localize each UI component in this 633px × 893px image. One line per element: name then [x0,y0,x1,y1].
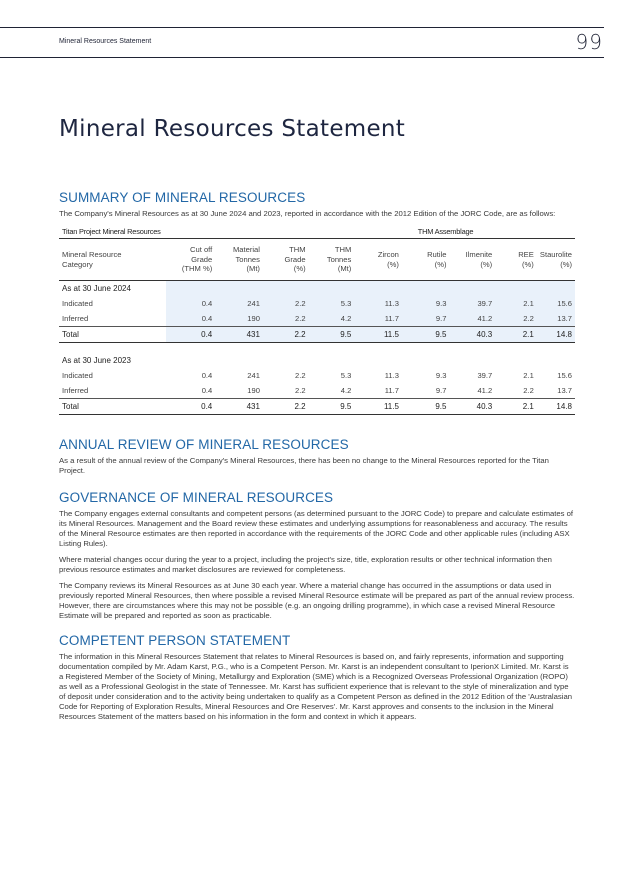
row-category: Indicated [62,371,93,380]
table-row [59,311,575,327]
table-cell: 9.7 [435,386,447,395]
total-cell: 40.3 [449,399,495,415]
total-cell: 9.5 [402,327,450,343]
total-cell: 0.4 [166,327,216,343]
total-cell: 2.2 [263,327,309,343]
table-total-row [59,327,575,343]
column-header-line: (Mt) [337,264,352,274]
total-cell: 14.8 [537,327,575,343]
total-cell: 11.5 [354,327,402,343]
table-row [59,296,575,311]
column-header-line: THM [334,245,352,255]
column-header-line: Ilmenite [465,250,493,259]
table-cell: 241 [215,296,263,311]
column-header-line: REE [518,250,534,259]
column-header [537,239,575,281]
total-cell: 14.8 [537,399,575,415]
column-header-line: (%) [293,264,306,274]
table-cell: 4.2 [309,311,355,327]
total-cell: 431 [215,399,263,415]
column-header-line: Mineral Resource [62,250,122,259]
table-cell: 2.2 [495,311,537,327]
column-header-line: Category [62,259,93,269]
column-header-line: Grade [191,254,213,264]
column-header-line: Grade [284,254,306,264]
governance-paragraph: The Company engages external consultants and competent persons (as determined pursuant to the JORC Code) to prepare and calculate estimates of its Mineral Resources. Management and the Board review these estimates and underlying assumptions for reasonableness and accuracy. The results of the Mineral Resource estimates are then reported in accordance with the requirements of the JORC Code and other applicable rules (including ASX Listing Rules). [59,509,574,548]
column-header-line: Staurolite [539,250,572,259]
page-number: 99 [575,30,603,54]
table-cell: 4.2 [340,386,352,395]
column-header [263,239,309,281]
table-cell: 11.3 [384,371,399,380]
column-header-line: (%) [387,259,399,269]
total-cell: 9.5 [309,327,355,343]
summary-intro: The Company's Mineral Resources as at 30 June 2024 and 2023, reported in accordance with the 2012 Edition of the JORC Code, are as follows: [59,209,556,218]
total-cell: 9.5 [309,399,355,415]
table-cell: 41.2 [449,311,495,327]
table-cell: 0.4 [201,386,213,395]
column-header [449,239,495,281]
table-section-row [59,281,575,297]
table-cell: 41.2 [477,386,493,395]
table-row [59,383,575,399]
mineral-resources-table [59,225,575,415]
table-cell: 2.2 [263,311,309,327]
table-total-row [59,399,575,415]
total-cell: 2.2 [263,399,309,415]
column-header [495,239,537,281]
governance-paragraph: Where material changes occur during the year to a project, including the project's size, title, exploration results or other technical information then previous resource estimates and market disclosures are reviewed for completeness. [59,555,552,574]
table-cell: 5.3 [340,371,352,380]
group-titan-project: Titan Project Mineral Resources [62,227,161,236]
column-header [215,239,263,281]
header-rule-top [0,27,604,28]
row-category: Inferred [62,314,89,323]
table-cell: 11.7 [354,311,402,327]
table-cell: 2.1 [523,371,534,380]
column-header [402,239,450,281]
total-cell: 2.1 [495,327,537,343]
row-category: Inferred [62,386,89,395]
table-cell: 190 [215,311,263,327]
column-header [59,239,166,281]
table-body [59,281,575,415]
total-cell: 40.3 [449,327,495,343]
table-cell: 9.7 [402,311,450,327]
column-header [166,239,216,281]
table-cell: 39.7 [449,296,495,311]
table-cell: 15.6 [557,371,572,380]
annual-review-section [59,437,575,476]
table-cell: 9.3 [402,296,450,311]
summary-section [59,190,575,415]
table-cell: 0.4 [166,311,216,327]
group-thm-assemblage: THM Assemblage [417,227,474,236]
running-header-label: Mineral Resources Statement [59,38,152,45]
column-header-line: (THM %) [181,264,213,274]
table-cell: 0.4 [166,296,216,311]
column-header-line: Tonnes [235,254,260,264]
section-label: As at 30 June 2024 [62,284,131,293]
total-label: Total [59,399,166,415]
total-cell: 431 [215,327,263,343]
table-cell: 2.2 [263,296,309,311]
column-header-line: Rutile [427,250,447,259]
table-cell: 13.7 [557,386,572,395]
table-cell: 15.6 [537,296,575,311]
annual-review-heading: ANNUAL REVIEW OF MINERAL RESOURCES [59,437,349,452]
table-cell: 2.2 [295,386,306,395]
column-header [354,239,402,281]
column-header-line: Cut off [190,245,213,255]
total-cell: 11.5 [354,399,402,415]
table-cell: 2.2 [523,386,534,395]
column-header [309,239,355,281]
column-header-line: THM [289,245,306,255]
table-cell: 13.7 [537,311,575,327]
table-section-row [59,353,575,368]
competent-person-paragraph: The information in this Mineral Resources Statement that relates to Mineral Resources is based on, and fairly represents, information and supporting documentation compiled by Mr. Adam Karst, P.G., who is a Competent Person. Mr. Karst is an independent consultant to IperionX Limited. Mr. Karst is a Registered Member of the Society of Mining, Metallurgy and Exploration (SME) which is a Recognized Overseas Professional Organization (ROPO) as well as a Professional Geologist in the state of Tennessee. Mr. Karst has sufficient experience that is relevant to the style of mineralization and type of deposit under consideration and to the activity being undertaken to qualify as a Competent Person as defined in the 2012 Edition of the 'Australasian Code for Reporting of Exploration Results, Mineral Resources and Ore Reserves'. Mr. Karst approves and consents to the inclusion in the Mineral Resources Statement of the matters based on his information in the form and context in which it appears. [59,652,573,721]
table-cell: 2.1 [495,296,537,311]
column-header-line: (Mt) [246,264,260,274]
column-header-line: Zircon [377,250,399,259]
table-cell: 9.3 [435,371,447,380]
table-cell: 190 [247,386,260,395]
table-cell: 5.3 [309,296,355,311]
column-header-line: (%) [560,259,572,269]
governance-heading: GOVERNANCE OF MINERAL RESOURCES [59,490,334,505]
table-column-headers [59,239,575,281]
table-cell: 2.2 [295,371,306,380]
table-cell: 241 [247,371,260,380]
total-cell: 0.4 [166,399,216,415]
total-label: Total [59,327,166,343]
page-title: Mineral Resources Statement [59,116,406,143]
summary-heading: SUMMARY OF MINERAL RESOURCES [59,190,306,205]
governance-paragraph: The Company reviews its Mineral Resources as at June 30 each year. Where a material change has occurred in the assumptions or data used in previously reported Mineral Resources, then where possible a revised Mineral Resource estimate will be prepared as part of the annual review process. However, there are circumstances where this may not be possible (e.g. an ongoing drilling programme), in which case a revised Mineral Resource Estimate will be prepared and reported as soon as practicable. [59,581,575,620]
table-cell: 11.3 [354,296,402,311]
table-group-header [59,225,575,239]
table-cell: 39.7 [477,371,493,380]
table-row [59,368,575,383]
header-rule-bottom [0,57,604,58]
table-spacer [59,343,575,354]
page-content [59,190,575,728]
column-header-line: Material [232,245,260,255]
section-label: As at 30 June 2023 [62,356,131,365]
competent-person-heading: COMPETENT PERSON STATEMENT [59,633,291,648]
column-header-line: Tonnes [326,254,352,264]
column-header-line: (%) [522,259,534,269]
annual-review-paragraph: As a result of the annual review of the Company's Mineral Resources, there has been no change to the Mineral Resources reported for the Titan Project. [59,456,549,475]
table-cell: 0.4 [201,371,213,380]
competent-person-section [59,633,575,722]
row-category: Indicated [62,299,93,308]
total-cell: 2.1 [495,399,537,415]
governance-section [59,490,575,621]
column-header-line: (%) [480,259,493,269]
column-header-line: (%) [434,259,447,269]
table-cell: 11.7 [384,386,399,395]
total-cell: 9.5 [402,399,450,415]
